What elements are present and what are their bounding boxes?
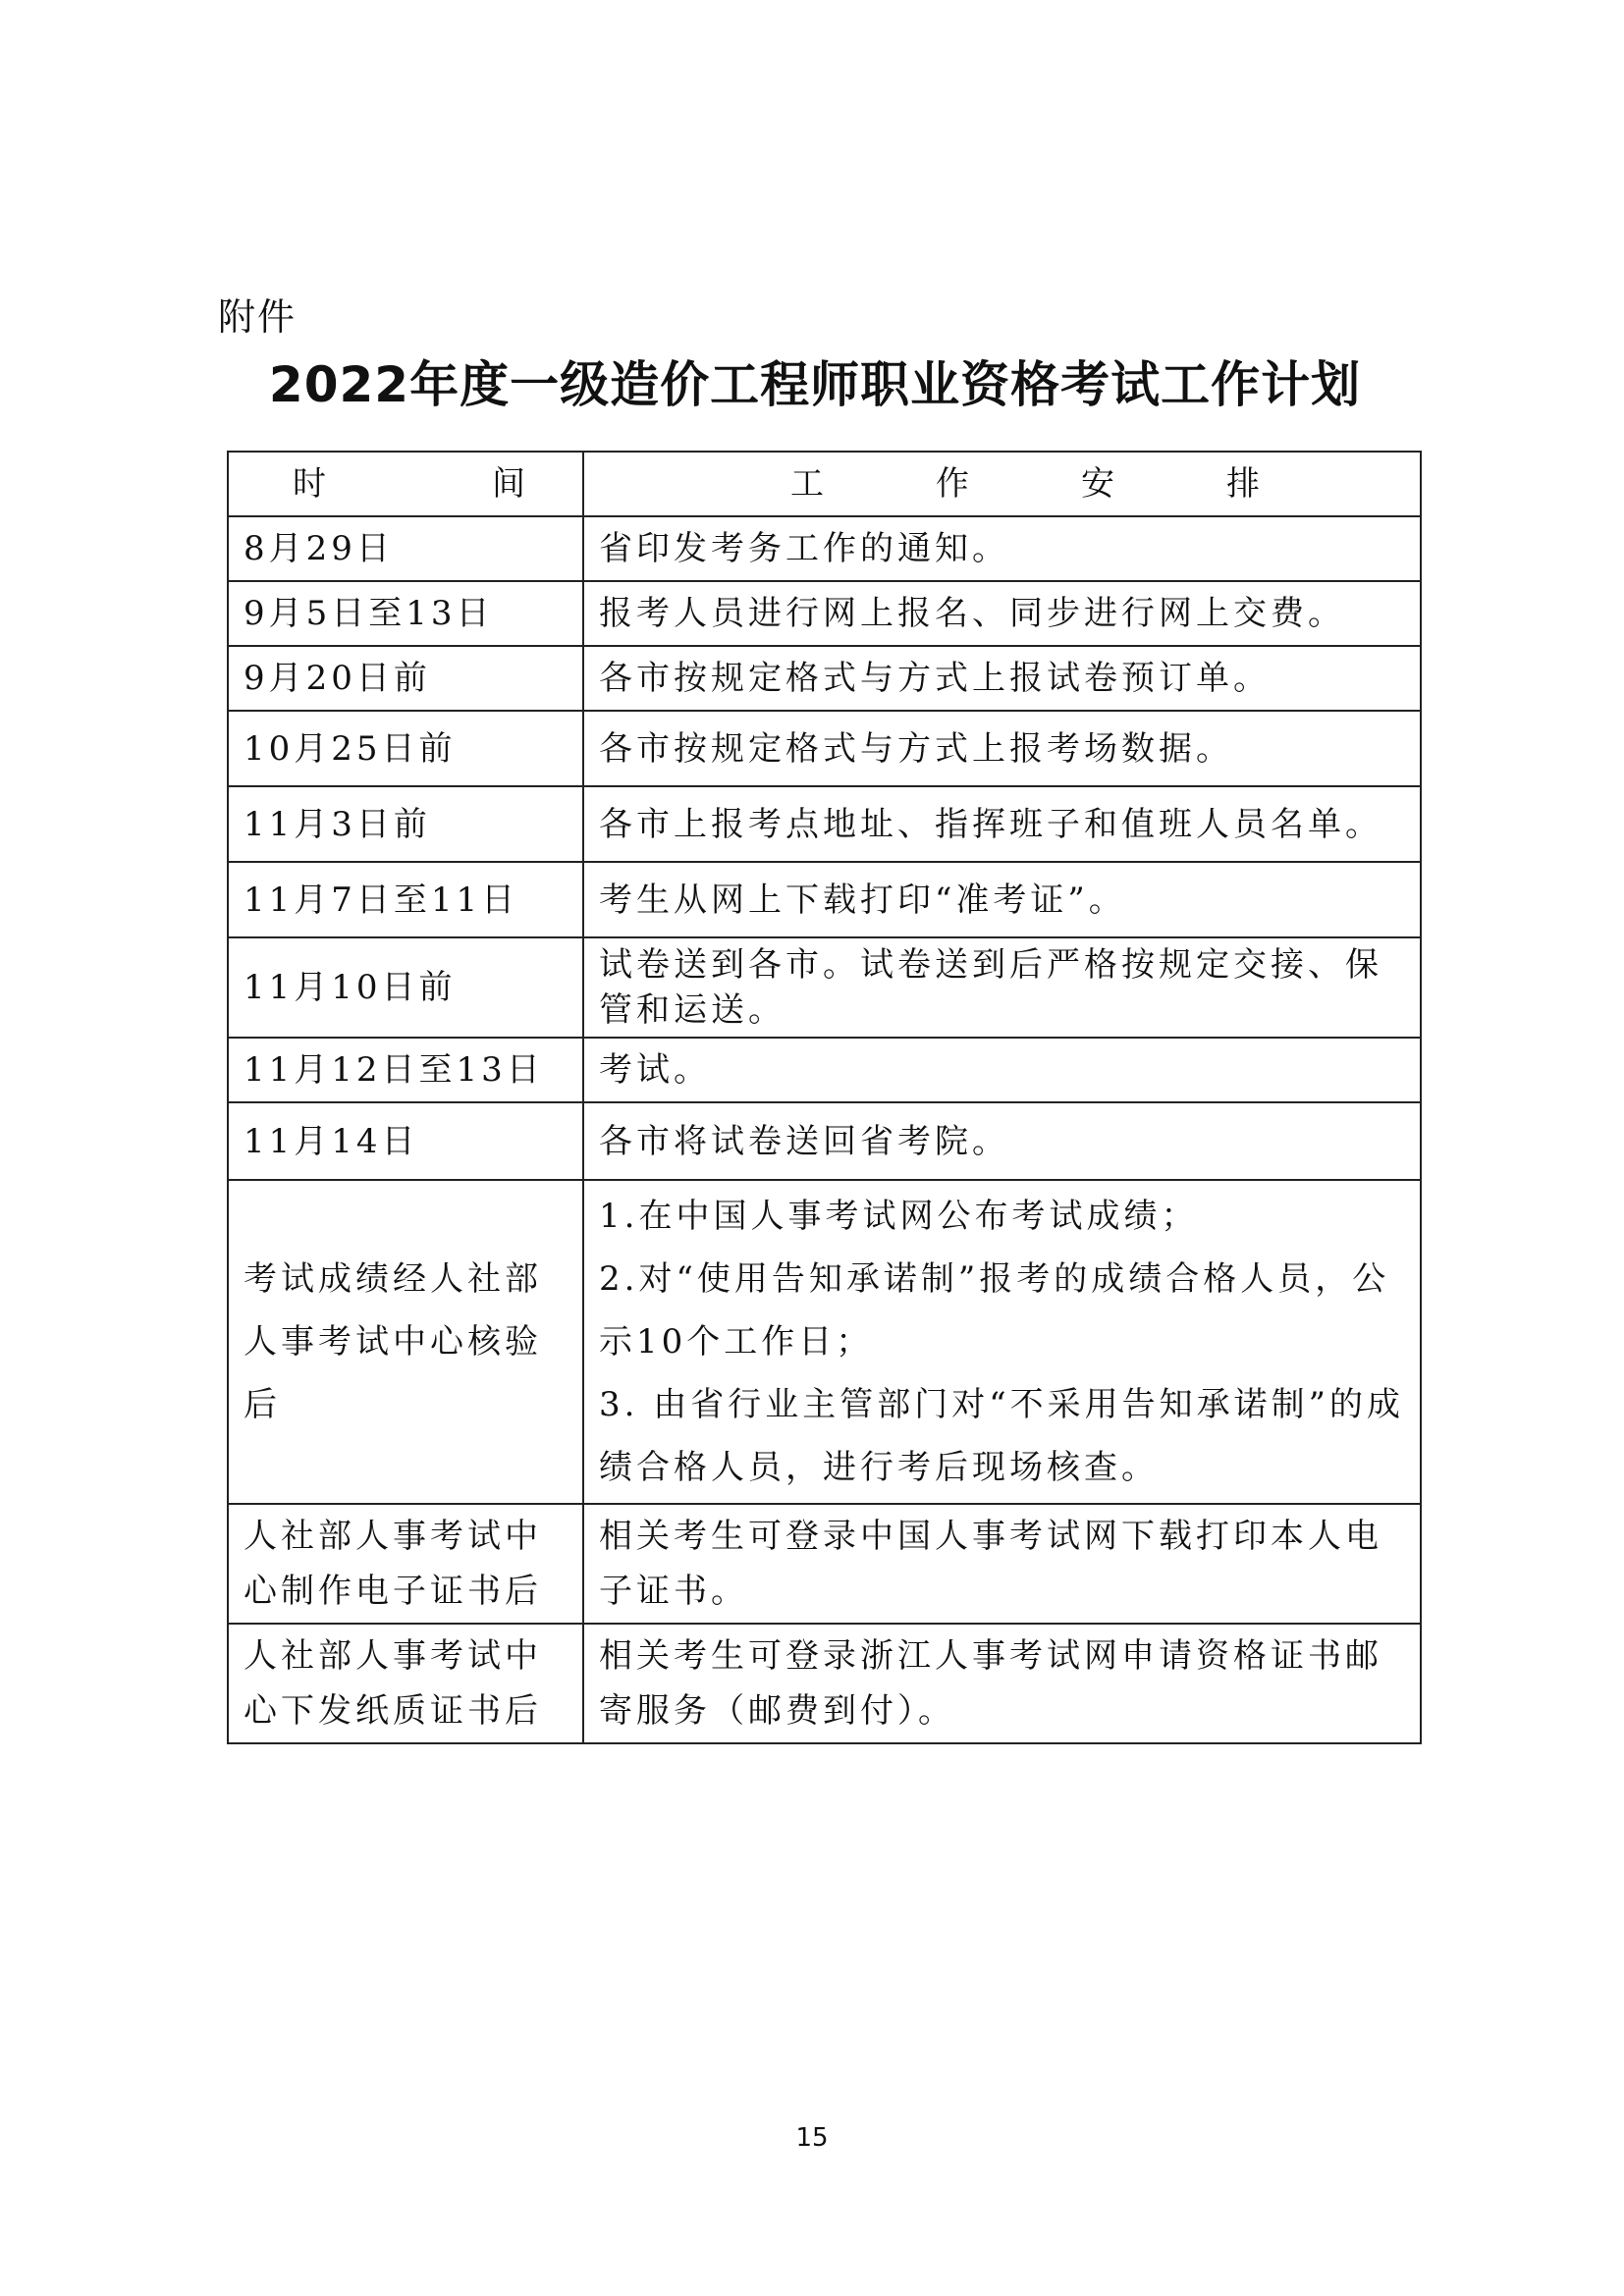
work-cell: 考生从网上下载打印“准考证”。 bbox=[583, 862, 1421, 937]
list-item: 2.对“使用告知承诺制”报考的成绩合格人员，公示10个工作日； bbox=[599, 1259, 1390, 1362]
time-cell: 11月7日至11日 bbox=[228, 862, 583, 937]
work-cell: 相关考生可登录浙江人事考试网申请资格证书邮寄服务（邮费到付）。 bbox=[583, 1624, 1421, 1743]
table-row bbox=[228, 581, 1421, 646]
header-work-char: 安 bbox=[1081, 464, 1118, 504]
time-cell: 11月14日 bbox=[228, 1102, 583, 1180]
table-row bbox=[228, 1624, 1421, 1743]
header-time bbox=[228, 452, 583, 516]
table-row bbox=[228, 1038, 1421, 1102]
header-time-char: 时 bbox=[293, 464, 330, 504]
document-title: 2022年度一级造价工程师职业资格考试工作计划 bbox=[268, 356, 1362, 413]
header-work-char: 作 bbox=[936, 464, 973, 504]
time-cell: 11月3日前 bbox=[228, 786, 583, 862]
time-cell: 9月5日至13日 bbox=[228, 581, 583, 646]
time-cell: 11月12日至13日 bbox=[228, 1038, 583, 1102]
header-work-char: 排 bbox=[1226, 464, 1264, 504]
time-cell: 9月20日前 bbox=[228, 646, 583, 711]
work-cell: 各市按规定格式与方式上报试卷预订单。 bbox=[583, 646, 1421, 711]
time-cell: 11月10日前 bbox=[228, 937, 583, 1038]
table-row bbox=[228, 786, 1421, 862]
work-cell: 报考人员进行网上报名、同步进行网上交费。 bbox=[583, 581, 1421, 646]
header-time-char: 间 bbox=[492, 464, 529, 504]
work-cell bbox=[583, 1180, 1421, 1504]
header-work bbox=[583, 452, 1421, 516]
work-cell: 试卷送到各市。试卷送到后严格按规定交接、保管和运送。 bbox=[583, 937, 1421, 1038]
table-row bbox=[228, 711, 1421, 786]
time-cell: 人社部人事考试中心下发纸质证书后 bbox=[228, 1624, 583, 1743]
work-cell: 相关考生可登录中国人事考试网下载打印本人电子证书。 bbox=[583, 1504, 1421, 1624]
work-plan-table bbox=[227, 451, 1422, 1744]
table-row bbox=[228, 1504, 1421, 1624]
table-row bbox=[228, 1180, 1421, 1504]
header-work-char: 工 bbox=[790, 464, 828, 504]
table-header-row bbox=[228, 452, 1421, 516]
time-cell: 人社部人事考试中心制作电子证书后 bbox=[228, 1504, 583, 1624]
table-row bbox=[228, 646, 1421, 711]
work-cell: 各市将试卷送回省考院。 bbox=[583, 1102, 1421, 1180]
time-cell: 8月29日 bbox=[228, 516, 583, 581]
page-number: 15 bbox=[795, 2123, 829, 2153]
list-item: 1.在中国人事考试网公布考试成绩； bbox=[599, 1197, 1199, 1236]
time-cell: 考试成绩经人社部人事考试中心核验后 bbox=[228, 1180, 583, 1504]
work-cell: 各市按规定格式与方式上报考场数据。 bbox=[583, 711, 1421, 786]
table-row bbox=[228, 937, 1421, 1038]
work-cell: 考试。 bbox=[583, 1038, 1421, 1102]
list-item: 3. 由省行业主管部门对“不采用告知承诺制”的成绩合格人员，进行考后现场核查。 bbox=[599, 1385, 1405, 1487]
work-cell: 省印发考务工作的通知。 bbox=[583, 516, 1421, 581]
table-row bbox=[228, 516, 1421, 581]
table-row bbox=[228, 1102, 1421, 1180]
time-cell: 10月25日前 bbox=[228, 711, 583, 786]
table-row bbox=[228, 862, 1421, 937]
attachment-label: 附件 bbox=[218, 295, 298, 339]
work-cell: 各市上报考点地址、指挥班子和值班人员名单。 bbox=[583, 786, 1421, 862]
